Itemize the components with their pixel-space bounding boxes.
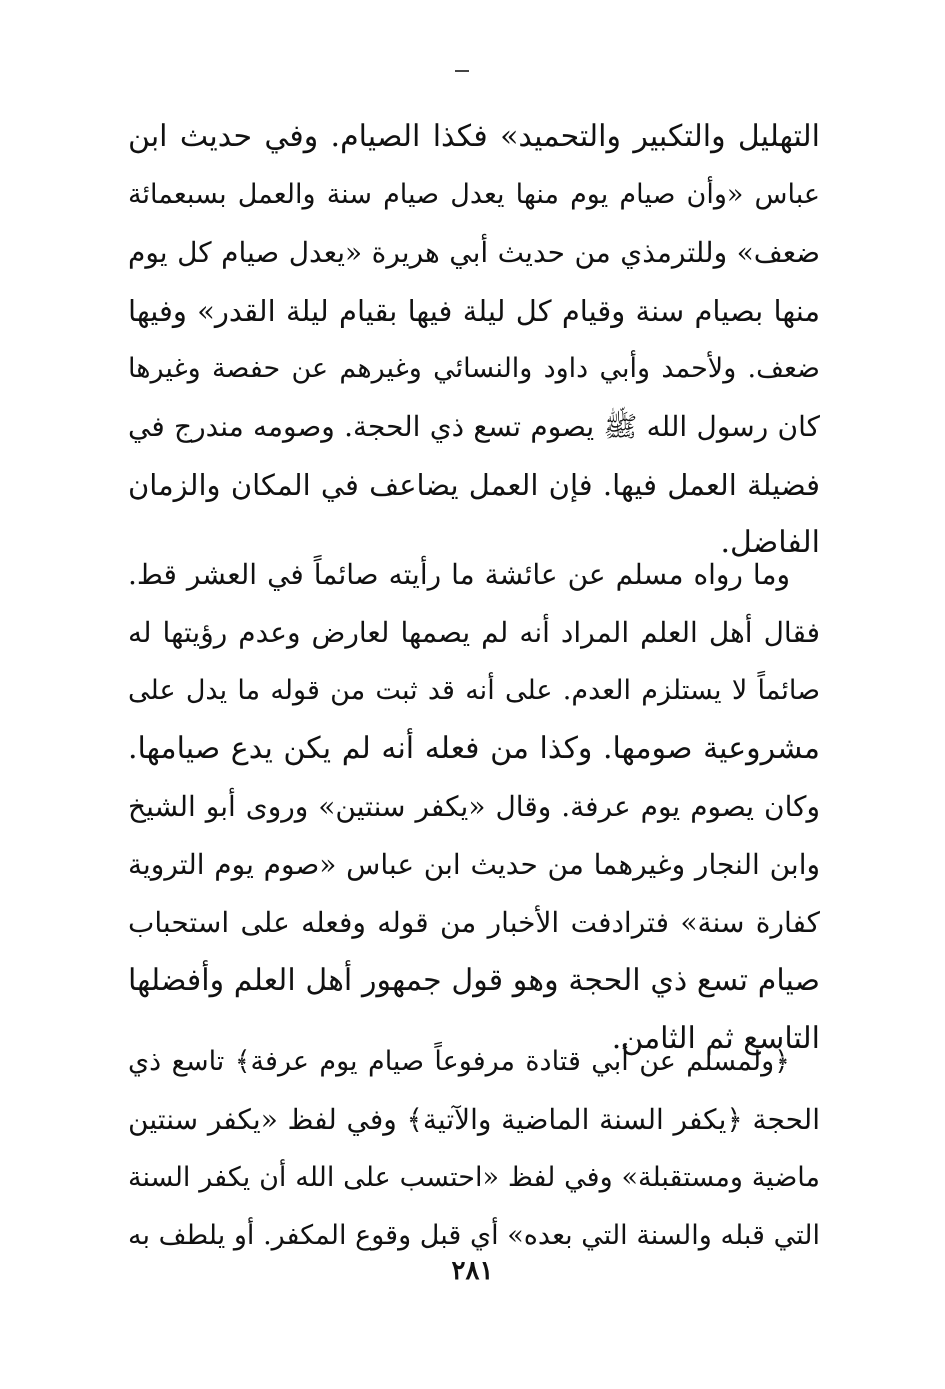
top-mark <box>455 70 469 72</box>
text-line: مشروعية صومها. وكذا من فعله أنه لم يكن يدع صيامها. <box>128 731 820 766</box>
text-line: وابن النجار وغيرهما من حديث ابن عباس «صوم يوم التروية <box>128 848 820 881</box>
text-line: فقال أهل العلم المراد أنه لم يصمها لعارض وعدم رؤيتها له <box>128 616 821 649</box>
text-line: التي قبله والسنة التي بعده» أي قبل وقوع المكفر. أو يلطف به <box>128 1220 820 1251</box>
page-number: ٢٨١ <box>451 1256 494 1286</box>
text-line: التاسع ثم الثامن. <box>611 1021 820 1056</box>
text-line: منها بصيام سنة وقيام كل ليلة فيها بقيام ليلة القدر» وفيها <box>128 294 820 328</box>
text-line: ﴿ولمسلم عن أبي قتادة مرفوعاً صيام يوم عرفة﴾ تاسع ذي <box>128 1046 790 1077</box>
text-line: وما رواه مسلم عن عائشة ما رأيته صائماً في العشر قط. <box>128 558 790 591</box>
text-line: ضعف» وللترمذي من حديث أبي هريرة «يعدل صيام كل يوم <box>128 236 820 269</box>
paragraph-1 <box>128 108 820 572</box>
text-line: ماضية ومستقبلة» وفي لفظ «احتسب على الله أن يكفر السنة <box>128 1162 820 1193</box>
text-line: كان رسول الله ﷺ يصوم تسع ذي الحجة. وصومه مندرج في <box>128 410 820 443</box>
text-line: ضعف. ولأحمد وأبي داود والنسائي وغيرهم عن حفصة وغيرها <box>128 353 820 384</box>
text-line: كفارة سنة» فترادفت الأخبار من قوله وفعله على استحباب <box>128 906 820 939</box>
text-line: الحجة ﴿يكفر السنة الماضية والآتية﴾ وفي لفظ «يكفر سنتين <box>128 1103 820 1136</box>
text-line: عباس «وأن صيام يوم منها يعدل صيام سنة والعمل بسبعمائة <box>128 179 820 210</box>
text-line: صائماً لا يستلزم العدم. على أنه قد ثبت من قوله ما يدل على <box>128 675 820 706</box>
text-line: صيام تسع ذي الحجة وهو قول جمهور أهل العلم وأفضلها <box>128 963 820 998</box>
paragraph-3 <box>128 1033 820 1265</box>
text-line: الفاضل. <box>720 525 820 560</box>
text-line: التهليل والتكبير والتحميد» فكذا الصيام. وفي حديث ابن <box>128 119 820 154</box>
text-line: وكان يصوم يوم عرفة. وقال «يكفر سنتين» وروى أبو الشيخ <box>128 790 820 823</box>
text-line: فضيلة العمل فيها. فإن العمل يضاعف في المكان والزمان <box>128 468 820 502</box>
paragraph-2 <box>128 546 820 1068</box>
